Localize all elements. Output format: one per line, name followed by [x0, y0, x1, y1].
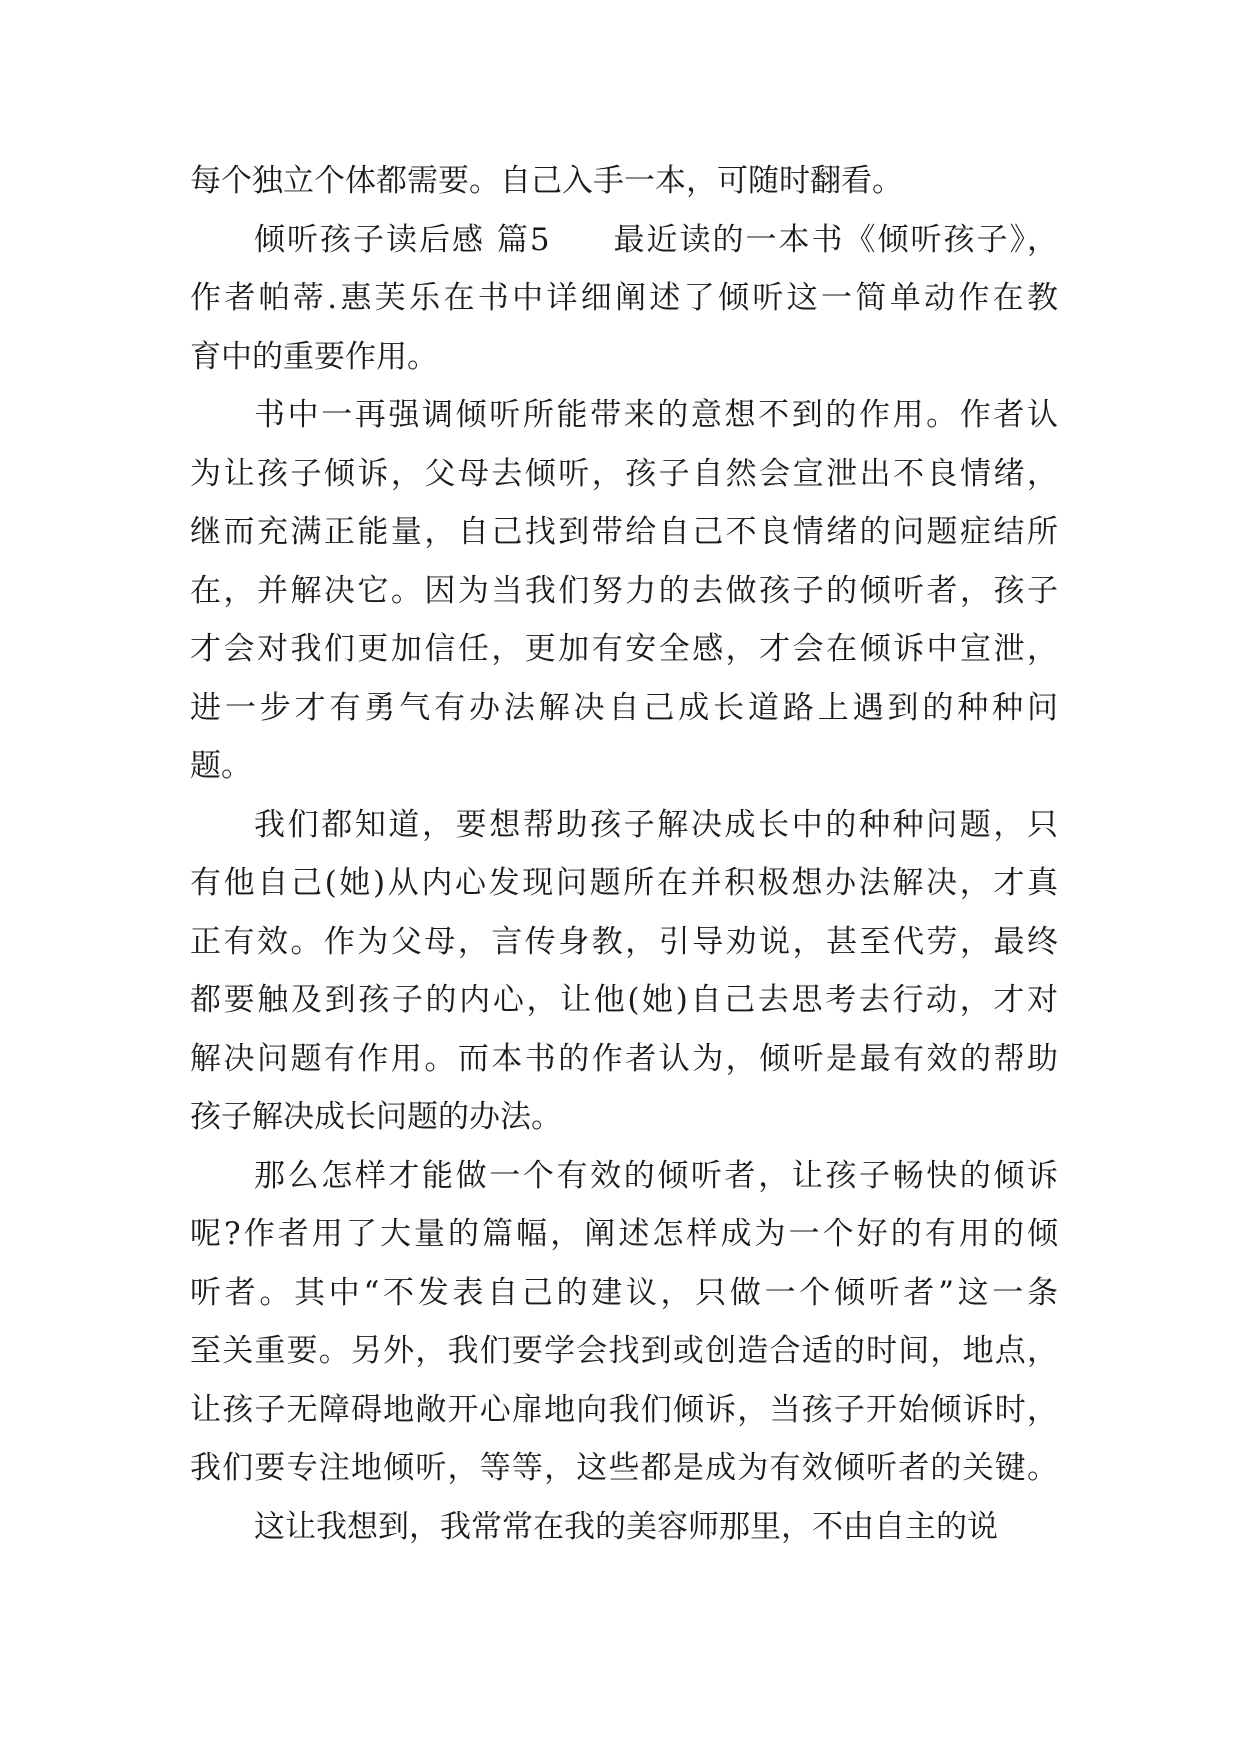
- text-line: 正有效。作为父母，言传身教，引导劝说，甚至代劳，最终: [190, 923, 1058, 960]
- text-line: 让孩子无障碍地敞开心扉地向我们倾诉，当孩子开始倾诉时，: [190, 1391, 1058, 1428]
- text-line: 听者。其中“不发表自己的建议，只做一个倾听者”这一条: [190, 1274, 1058, 1311]
- text-line: 那么怎样才能做一个有效的倾听者，让孩子畅快的倾诉: [254, 1157, 1058, 1194]
- text-line: 呢?作者用了大量的篇幅，阐述怎样成为一个好的有用的倾: [190, 1216, 1058, 1252]
- paragraph: [190, 1498, 1058, 1557]
- text-line: 育中的重要作用。: [190, 338, 438, 375]
- text-span: 最近读的一本书《倾听孩子》，: [611, 221, 1058, 258]
- text-line: 每个独立个体都需要。自己入手一本，可随时翻看。: [190, 163, 903, 199]
- text-line: 作者帕蒂.惠芙乐在书中详细阐述了倾听这一简单动作在教: [190, 280, 1058, 316]
- paragraph: [190, 1147, 1058, 1498]
- text-line: 都要触及到孩子的内心，让他(她)自己去思考去行动，才对: [190, 982, 1058, 1018]
- text-line: [190, 211, 1058, 270]
- text-line: 我们要专注地倾听，等等，这些都是成为有效倾听者的关键。: [190, 1450, 1058, 1486]
- document-body: [190, 152, 1058, 1556]
- text-line: 为让孩子倾诉，父母去倾听，孩子自然会宣泄出不良情绪，: [190, 455, 1058, 492]
- section-heading: 倾听孩子读后感 篇5: [254, 221, 550, 258]
- text-line: 在，并解决它。因为当我们努力的去做孩子的倾听者，孩子: [190, 572, 1058, 609]
- text-line: 我们都知道，要想帮助孩子解决成长中的种种问题，只: [254, 806, 1058, 843]
- text-line: 书中一再强调倾听所能带来的意想不到的作用。作者认: [254, 397, 1058, 433]
- text-line: 继而充满正能量，自己找到带给自己不良情绪的问题症结所: [190, 514, 1058, 550]
- text-line: 孩子解决成长问题的办法。: [190, 1099, 562, 1135]
- paragraph-continuation: [190, 152, 1058, 211]
- text-line: 这让我想到，我常常在我的美容师那里，不由自主的说: [254, 1508, 998, 1545]
- paragraph: [190, 796, 1058, 1147]
- text-line: 解决问题有作用。而本书的作者认为，倾听是最有效的帮助: [190, 1040, 1058, 1077]
- text-line: 至关重要。另外，我们要学会找到或创造合适的时间，地点，: [190, 1333, 1058, 1369]
- paragraph-essay-5-intro: [190, 211, 1058, 387]
- text-line: 题。: [190, 748, 252, 784]
- text-line: 有他自己(她)从内心发现问题所在并积极想办法解决，才真: [190, 865, 1058, 901]
- text-line: 才会对我们更加信任，更加有安全感，才会在倾诉中宣泄，: [190, 631, 1058, 667]
- text-line: 进一步才有勇气有办法解决自己成长道路上遇到的种种问: [190, 689, 1058, 726]
- paragraph: [190, 386, 1058, 796]
